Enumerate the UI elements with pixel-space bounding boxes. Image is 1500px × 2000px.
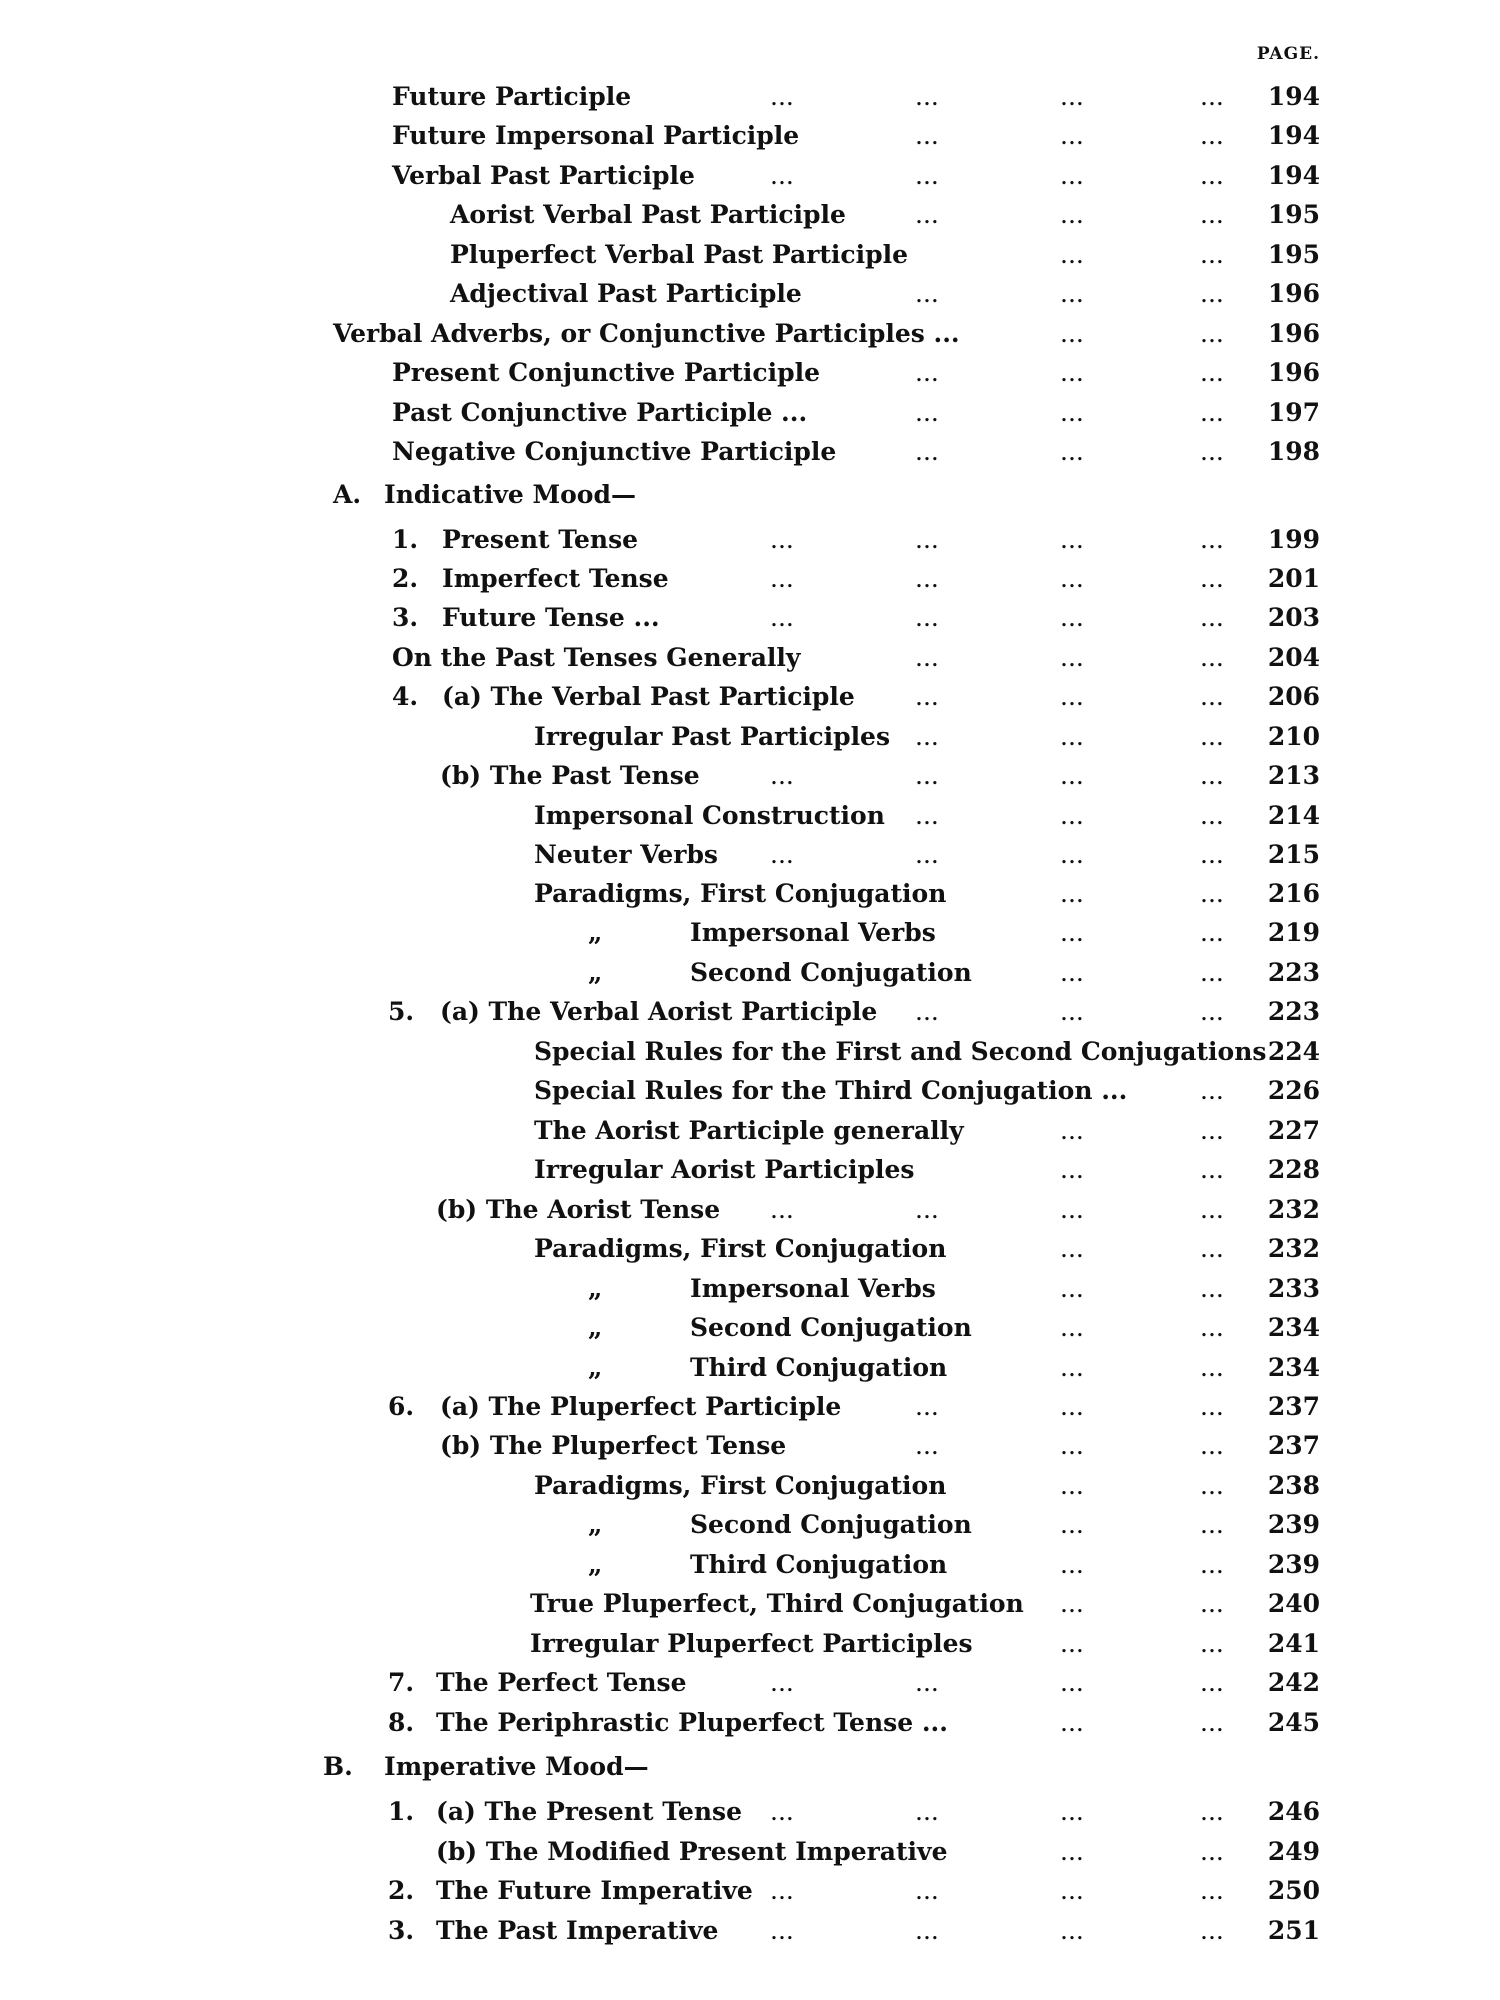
leader-dots: ... — [770, 1916, 794, 1945]
page-number: 233 — [1267, 1274, 1320, 1303]
toc-entry — [0, 1153, 1500, 1187]
page-number: 237 — [1267, 1392, 1320, 1421]
leader-dots: ... — [770, 603, 794, 632]
leader-dots: ... — [915, 643, 939, 672]
leader-dots: ... — [1200, 319, 1224, 348]
leader-dots: ... — [1200, 1797, 1224, 1826]
toc-entry — [0, 680, 1500, 714]
entry-number: 2. — [388, 1876, 415, 1905]
leader-dots: ... — [1200, 200, 1224, 229]
toc-entry — [0, 1351, 1500, 1385]
entry-label: Second Conjugation — [690, 1510, 972, 1539]
entry-label: (b) The Pluperfect Tense — [440, 1431, 787, 1460]
toc-entry — [0, 1390, 1500, 1424]
leader-dots: ... — [1060, 1353, 1084, 1382]
toc-entry — [0, 80, 1500, 114]
leader-dots: ... — [1060, 200, 1084, 229]
page-number: 213 — [1267, 761, 1320, 790]
leader-dots: ... — [915, 1392, 939, 1421]
entry-label: (b) The Modified Present Imperative — [436, 1837, 948, 1866]
entry-label: The Periphrastic Pluperfect Tense ... — [436, 1708, 948, 1737]
entry-label: Impersonal Verbs — [690, 1274, 936, 1303]
toc-entry — [0, 119, 1500, 153]
leader-dots: ... — [1060, 1274, 1084, 1303]
leader-dots: ... — [1200, 997, 1224, 1026]
leader-dots: ... — [1060, 761, 1084, 790]
leader-dots: ... — [770, 161, 794, 190]
page-number: 195 — [1267, 240, 1320, 269]
entry-number: 3. — [392, 603, 419, 632]
page-number: 239 — [1267, 1510, 1320, 1539]
page-number: 194 — [1267, 121, 1320, 150]
leader-dots: ... — [1200, 1668, 1224, 1697]
leader-dots: ... — [1200, 1274, 1224, 1303]
page-number: 232 — [1267, 1195, 1320, 1224]
entry-label: Adjectival Past Participle — [450, 279, 802, 308]
leader-dots: ... — [1200, 1550, 1224, 1579]
entry-number: „ — [588, 958, 603, 987]
leader-dots: ... — [915, 121, 939, 150]
entry-label: The Perfect Tense — [436, 1668, 687, 1697]
entry-label: Irregular Aorist Participles — [534, 1155, 915, 1184]
leader-dots: ... — [1060, 1155, 1084, 1184]
leader-dots: ... — [1060, 1916, 1084, 1945]
page-column-header: PAGE. — [1256, 44, 1320, 64]
leader-dots: ... — [915, 761, 939, 790]
page-number: 219 — [1267, 918, 1320, 947]
leader-dots: ... — [1200, 1392, 1224, 1421]
entry-label: Special Rules for the Third Conjugation ... — [534, 1076, 1128, 1105]
entry-label: Neuter Verbs — [534, 840, 718, 869]
entry-number: 1. — [388, 1797, 415, 1826]
entry-number: „ — [588, 1313, 603, 1342]
entry-label: (a) The Verbal Aorist Participle — [440, 997, 878, 1026]
page-number: 197 — [1267, 398, 1320, 427]
leader-dots: ... — [1060, 958, 1084, 987]
leader-dots: ... — [915, 437, 939, 466]
leader-dots: ... — [1060, 1471, 1084, 1500]
leader-dots: ... — [1060, 1195, 1084, 1224]
entry-label: Present Tense — [442, 525, 639, 554]
leader-dots: ... — [1060, 1837, 1084, 1866]
page-number: 251 — [1267, 1916, 1320, 1945]
toc-entry — [0, 1469, 1500, 1503]
leader-dots: ... — [915, 161, 939, 190]
page-number: 215 — [1267, 840, 1320, 869]
leader-dots: ... — [1200, 918, 1224, 947]
leader-dots: ... — [915, 997, 939, 1026]
leader-dots: ... — [1060, 1510, 1084, 1539]
leader-dots: ... — [1060, 1876, 1084, 1905]
leader-dots: ... — [1200, 279, 1224, 308]
page-number: 245 — [1267, 1708, 1320, 1737]
leader-dots: ... — [1060, 1708, 1084, 1737]
page-number: 250 — [1267, 1876, 1320, 1905]
leader-dots: ... — [770, 761, 794, 790]
toc-entry — [0, 435, 1500, 469]
entry-label: Paradigms, First Conjugation — [534, 1234, 947, 1263]
entry-number: „ — [588, 918, 603, 947]
leader-dots: ... — [1200, 1234, 1224, 1263]
page-number: 224 — [1267, 1037, 1320, 1066]
page-number: 240 — [1267, 1589, 1320, 1618]
page-number: 196 — [1267, 319, 1320, 348]
leader-dots: ... — [1060, 279, 1084, 308]
leader-dots: ... — [1200, 161, 1224, 190]
leader-dots: ... — [770, 1797, 794, 1826]
leader-dots: ... — [1060, 603, 1084, 632]
entry-number: 7. — [388, 1668, 415, 1697]
leader-dots: ... — [1060, 1234, 1084, 1263]
page-number: 216 — [1267, 879, 1320, 908]
toc-entry — [0, 1232, 1500, 1266]
toc-entry — [0, 396, 1500, 430]
entry-label: Aorist Verbal Past Participle — [450, 200, 846, 229]
leader-dots: ... — [1200, 240, 1224, 269]
entry-number: „ — [588, 1353, 603, 1382]
leader-dots: ... — [915, 358, 939, 387]
page-number: 201 — [1267, 564, 1320, 593]
toc-entry — [0, 523, 1500, 557]
leader-dots: ... — [1200, 398, 1224, 427]
leader-dots: ... — [770, 564, 794, 593]
leader-dots: ... — [770, 525, 794, 554]
entry-label: True Pluperfect, Third Conjugation — [530, 1589, 1024, 1618]
page-number: 246 — [1267, 1797, 1320, 1826]
page-number: 194 — [1267, 161, 1320, 190]
leader-dots: ... — [1060, 82, 1084, 111]
leader-dots: ... — [1060, 1550, 1084, 1579]
page-number: 195 — [1267, 200, 1320, 229]
leader-dots: ... — [1200, 121, 1224, 150]
leader-dots: ... — [1200, 1076, 1224, 1105]
page-number: 242 — [1267, 1668, 1320, 1697]
leader-dots: ... — [1200, 1916, 1224, 1945]
toc-entry — [0, 1587, 1500, 1621]
toc-entry — [0, 641, 1500, 675]
toc-entry — [0, 916, 1500, 950]
leader-dots: ... — [915, 82, 939, 111]
leader-dots: ... — [1200, 682, 1224, 711]
leader-dots: ... — [1060, 1116, 1084, 1145]
leader-dots: ... — [1060, 643, 1084, 672]
leader-dots: ... — [915, 1876, 939, 1905]
toc-entry — [0, 1311, 1500, 1345]
entry-label: (b) The Past Tense — [440, 761, 700, 790]
leader-dots: ... — [915, 200, 939, 229]
leader-dots: ... — [1060, 161, 1084, 190]
entry-label: Present Conjunctive Participle — [392, 358, 820, 387]
leader-dots: ... — [915, 682, 939, 711]
toc-entry — [0, 1666, 1500, 1700]
leader-dots: ... — [1200, 1876, 1224, 1905]
leader-dots: ... — [1060, 722, 1084, 751]
toc-entry — [0, 1429, 1500, 1463]
toc-entry — [0, 601, 1500, 635]
entry-label: Verbal Adverbs, or Conjunctive Participles ... — [333, 319, 960, 348]
leader-dots: ... — [915, 1195, 939, 1224]
page-number: 198 — [1267, 437, 1320, 466]
toc-entry — [0, 1914, 1500, 1948]
leader-dots: ... — [1060, 358, 1084, 387]
leader-dots: ... — [1060, 564, 1084, 593]
toc-entry — [0, 317, 1500, 351]
leader-dots: ... — [1200, 603, 1224, 632]
leader-dots: ... — [1200, 1155, 1224, 1184]
leader-dots: ... — [1060, 879, 1084, 908]
leader-dots: ... — [1060, 1797, 1084, 1826]
entry-label: On the Past Tenses Generally — [392, 643, 801, 672]
leader-dots: ... — [1060, 1431, 1084, 1460]
leader-dots: ... — [1060, 840, 1084, 869]
leader-dots: ... — [1200, 761, 1224, 790]
leader-dots: ... — [770, 1876, 794, 1905]
entry-number: 1. — [392, 525, 419, 554]
leader-dots: ... — [1200, 1589, 1224, 1618]
leader-dots: ... — [1200, 1708, 1224, 1737]
leader-dots: ... — [1200, 1510, 1224, 1539]
toc-entry — [0, 956, 1500, 990]
page-number: 234 — [1267, 1313, 1320, 1342]
leader-dots: ... — [1060, 398, 1084, 427]
entry-label: Imperfect Tense — [442, 564, 669, 593]
leader-dots: ... — [1200, 1116, 1224, 1145]
toc-entry — [0, 877, 1500, 911]
toc-entry — [0, 1114, 1500, 1148]
entry-label: (a) The Verbal Past Participle — [442, 682, 855, 711]
entry-number: 5. — [388, 997, 415, 1026]
toc-entry — [0, 198, 1500, 232]
toc-entry — [0, 1874, 1500, 1908]
leader-dots: ... — [915, 603, 939, 632]
toc-entry — [0, 720, 1500, 754]
entry-label: Paradigms, First Conjugation — [534, 879, 947, 908]
toc-entry — [0, 1706, 1500, 1740]
leader-dots: ... — [1060, 240, 1084, 269]
toc-entry — [0, 1795, 1500, 1829]
entry-label: Negative Conjunctive Participle — [392, 437, 837, 466]
page-number: 249 — [1267, 1837, 1320, 1866]
toc-entry — [0, 159, 1500, 193]
page-number: 223 — [1267, 958, 1320, 987]
leader-dots: ... — [1060, 801, 1084, 830]
leader-dots: ... — [915, 525, 939, 554]
page-number: 226 — [1267, 1076, 1320, 1105]
leader-dots: ... — [1060, 1629, 1084, 1658]
toc-entry — [0, 478, 1500, 512]
page-number: 194 — [1267, 82, 1320, 111]
toc-entry — [0, 799, 1500, 833]
entry-label: Special Rules for the First and Second Conjugations — [534, 1037, 1267, 1066]
page-number: 199 — [1267, 525, 1320, 554]
page-number: 206 — [1267, 682, 1320, 711]
toc-entry — [0, 238, 1500, 272]
entry-number: 3. — [388, 1916, 415, 1945]
entry-label: Pluperfect Verbal Past Participle — [450, 240, 909, 269]
leader-dots: ... — [1060, 121, 1084, 150]
page-number: 239 — [1267, 1550, 1320, 1579]
toc-entry — [0, 838, 1500, 872]
page-number: 241 — [1267, 1629, 1320, 1658]
entry-label: Impersonal Construction — [534, 801, 885, 830]
leader-dots: ... — [1200, 1837, 1224, 1866]
entry-label: Imperative Mood— — [384, 1752, 649, 1781]
entry-label: Indicative Mood— — [384, 480, 636, 509]
leader-dots: ... — [1200, 1353, 1224, 1382]
leader-dots: ... — [1200, 879, 1224, 908]
leader-dots: ... — [1200, 801, 1224, 830]
toc-entry — [0, 995, 1500, 1029]
page-number: 228 — [1267, 1155, 1320, 1184]
leader-dots: ... — [1200, 437, 1224, 466]
leader-dots: ... — [915, 1916, 939, 1945]
page-number: 214 — [1267, 801, 1320, 830]
entry-label: (a) The Present Tense — [436, 1797, 743, 1826]
leader-dots: ... — [1060, 319, 1084, 348]
entry-number: 4. — [392, 682, 419, 711]
page-number: 210 — [1267, 722, 1320, 751]
leader-dots: ... — [1200, 643, 1224, 672]
entry-label: The Past Imperative — [436, 1916, 719, 1945]
leader-dots: ... — [915, 564, 939, 593]
leader-dots: ... — [1060, 1313, 1084, 1342]
leader-dots: ... — [770, 840, 794, 869]
toc-entry — [0, 1548, 1500, 1582]
leader-dots: ... — [1200, 358, 1224, 387]
entry-number: B. — [323, 1752, 353, 1781]
entry-label: Irregular Pluperfect Participles — [530, 1629, 973, 1658]
toc-entry — [0, 1074, 1500, 1108]
entry-number: „ — [588, 1274, 603, 1303]
entry-number: 6. — [388, 1392, 415, 1421]
leader-dots: ... — [1200, 840, 1224, 869]
leader-dots: ... — [1060, 1392, 1084, 1421]
page-number: 204 — [1267, 643, 1320, 672]
leader-dots: ... — [1060, 1668, 1084, 1697]
page-number: 234 — [1267, 1353, 1320, 1382]
entry-number: A. — [333, 480, 362, 509]
toc-entry — [0, 1035, 1500, 1069]
leader-dots: ... — [1060, 682, 1084, 711]
toc-entry — [0, 356, 1500, 390]
toc-entry — [0, 1627, 1500, 1661]
toc-entry — [0, 1193, 1500, 1227]
entry-label: Impersonal Verbs — [690, 918, 936, 947]
entry-label: Third Conjugation — [690, 1353, 948, 1382]
leader-dots: ... — [1060, 1589, 1084, 1618]
page-number: 238 — [1267, 1471, 1320, 1500]
page-number: 227 — [1267, 1116, 1320, 1145]
entry-label: The Aorist Participle generally — [534, 1116, 964, 1145]
entry-label: Second Conjugation — [690, 958, 972, 987]
entry-number: „ — [588, 1550, 603, 1579]
leader-dots: ... — [1200, 722, 1224, 751]
entry-label: Future Tense ... — [442, 603, 660, 632]
entry-number: 8. — [388, 1708, 415, 1737]
leader-dots: ... — [770, 1195, 794, 1224]
leader-dots: ... — [915, 279, 939, 308]
leader-dots: ... — [1200, 958, 1224, 987]
page-number: 196 — [1267, 358, 1320, 387]
leader-dots: ... — [915, 1797, 939, 1826]
entry-label: The Future Imperative — [436, 1876, 753, 1905]
leader-dots: ... — [1060, 525, 1084, 554]
leader-dots: ... — [1200, 564, 1224, 593]
entry-label: Paradigms, First Conjugation — [534, 1471, 947, 1500]
entry-label: Irregular Past Participles — [534, 722, 891, 751]
page-number: 237 — [1267, 1431, 1320, 1460]
leader-dots: ... — [1060, 997, 1084, 1026]
leader-dots: ... — [1200, 1195, 1224, 1224]
leader-dots: ... — [770, 1668, 794, 1697]
toc-entry — [0, 562, 1500, 596]
leader-dots: ... — [1200, 1629, 1224, 1658]
toc-entry — [0, 1272, 1500, 1306]
leader-dots: ... — [915, 398, 939, 427]
entry-label: Past Conjunctive Participle ... — [392, 398, 808, 427]
leader-dots: ... — [1200, 1471, 1224, 1500]
page-number: 232 — [1267, 1234, 1320, 1263]
entry-label: Second Conjugation — [690, 1313, 972, 1342]
toc-entry — [0, 1508, 1500, 1542]
toc-entry — [0, 1835, 1500, 1869]
leader-dots: ... — [915, 1668, 939, 1697]
leader-dots: ... — [915, 722, 939, 751]
entry-label: Third Conjugation — [690, 1550, 948, 1579]
entry-label: Future Participle — [392, 82, 632, 111]
entry-number: 2. — [392, 564, 419, 593]
leader-dots: ... — [1200, 1313, 1224, 1342]
entry-number: „ — [588, 1510, 603, 1539]
page-number: 203 — [1267, 603, 1320, 632]
entry-label: (a) The Pluperfect Participle — [440, 1392, 842, 1421]
page-number: 196 — [1267, 279, 1320, 308]
leader-dots: ... — [1200, 1431, 1224, 1460]
leader-dots: ... — [1060, 437, 1084, 466]
leader-dots: ... — [1200, 82, 1224, 111]
page-number: 223 — [1267, 997, 1320, 1026]
entry-label: Future Impersonal Participle — [392, 121, 800, 150]
leader-dots: ... — [1060, 918, 1084, 947]
leader-dots: ... — [915, 1431, 939, 1460]
entry-label: (b) The Aorist Tense — [436, 1195, 721, 1224]
leader-dots: ... — [1200, 525, 1224, 554]
toc-entry — [0, 759, 1500, 793]
leader-dots: ... — [915, 801, 939, 830]
entry-label: Verbal Past Participle — [392, 161, 695, 190]
leader-dots: ... — [915, 840, 939, 869]
toc-entry — [0, 1750, 1500, 1784]
toc-entry — [0, 277, 1500, 311]
leader-dots: ... — [770, 82, 794, 111]
